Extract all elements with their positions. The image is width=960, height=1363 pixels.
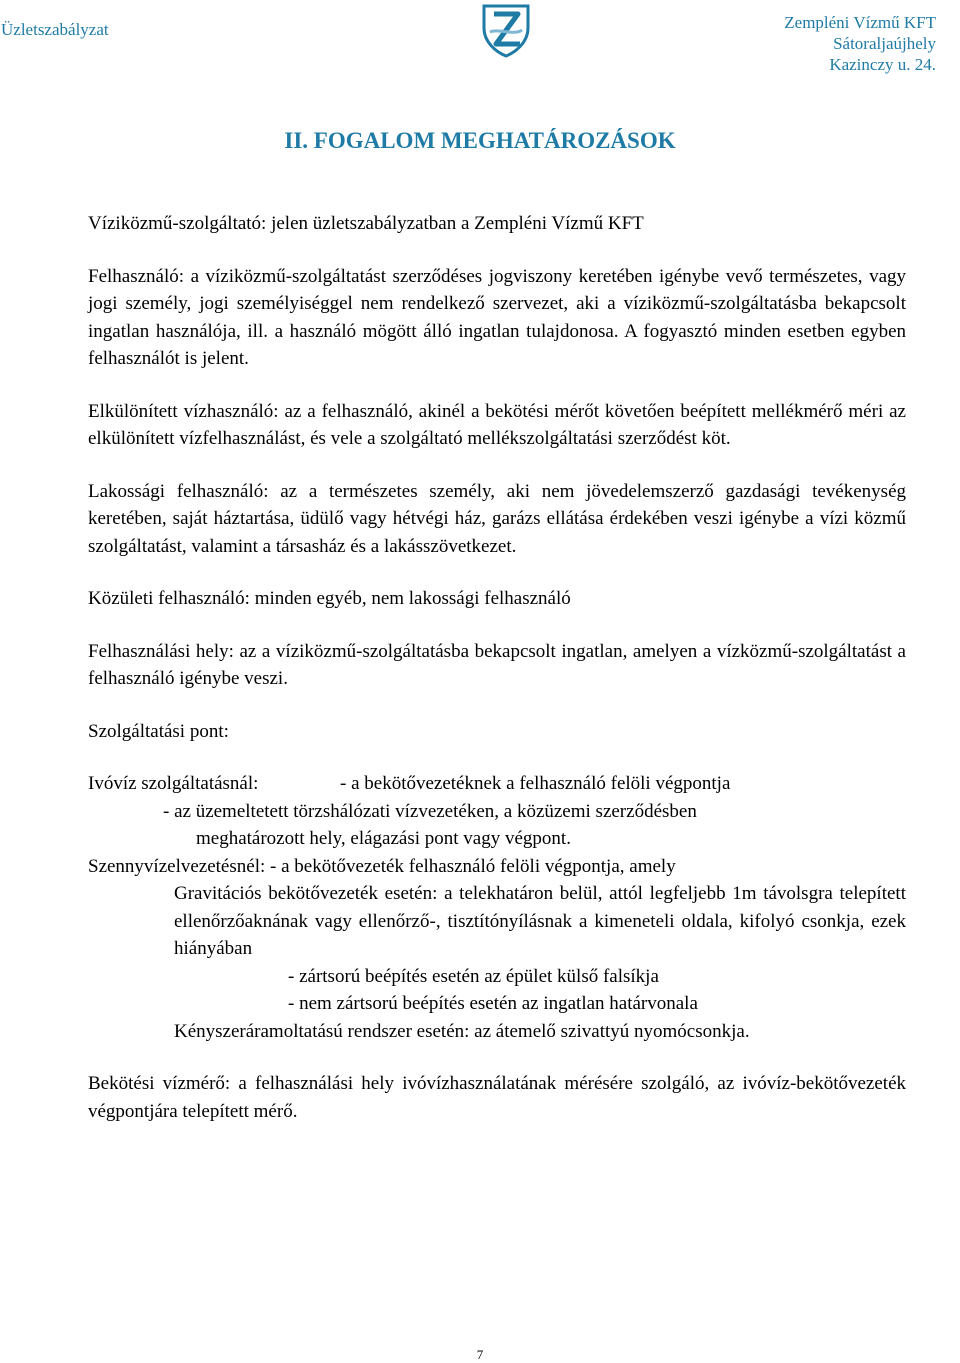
header-left-title: Üzletszabályzat <box>1 20 109 39</box>
definition-kozuleti-felhasznalo: Közületi felhasználó: minden egyéb, nem lakossági felhasználó <box>88 588 571 609</box>
szennyviz-line: Szennyvízelvezetésnél: - a bekötővezeték felhasználó felöli végpontja, amely <box>88 855 676 877</box>
document-body <box>88 210 906 1125</box>
gravitacios-sub-2: - nem zártsorú beépítés esetén az ingatlan határvonala <box>288 993 698 1014</box>
page-number: 7 <box>476 1347 484 1362</box>
gravitacios-text: Gravitációs bekötővezeték esetén: a telekhatáron belül, attól legfeljebb 1m távolsgra telepített ellenőrzőaknának vagy ellenőrző-, tisztítónyílásnak a kimeneteli oldala, kifolyó csonkja, ezek hiányában <box>174 883 906 959</box>
definition-felhasznalasi-hely: Felhasználási hely: az a víziközmű-szolgáltatásba bekapcsolt ingatlan, amelyen a vízközmű-szolgáltatást a felhasználó igénybe veszi. <box>88 640 906 689</box>
header-company-name: Zempléni Vízmű KFT <box>784 13 936 32</box>
kenyszeraramoltatasu-text: Kényszeráramoltatású rendszer esetén: az átemelő szivattyú nyomócsonkja. <box>174 1020 750 1042</box>
ivoviz-label: Ivóvíz szolgáltatásnál: <box>88 773 259 794</box>
header-company-address: Kazinczy u. 24. <box>829 55 936 74</box>
ivoviz-row <box>88 770 906 798</box>
ivoviz-item-1: - a bekötővezetéknek a felhasználó felöli végpontja <box>340 773 731 794</box>
definition-vizikozmu-szolgaltato: Víziközmű-szolgáltató: jelen üzletszabályzatban a Zempléni Vízmű KFT <box>88 213 644 234</box>
definition-bekotesi-vizmero: Bekötési vízmérő: a felhasználási hely ivóvízhasználatának mérésére szolgáló, az ivóvíz-bekötővezeték végpontjára telepített mérő. <box>88 1073 906 1122</box>
header-company-info <box>784 12 936 75</box>
definition-szolgaltatasi-pont: Szolgáltatási pont: <box>88 720 229 742</box>
definition-elkulonitett-vizhasznalo: Elkülönített vízhasználó: az a felhasználó, akinél a bekötési mérőt követően beépített mellékmérő méri az elkülönített vízfelhasználást, és vele a szolgáltató mellékszolgáltatási szerződést köt. <box>88 400 906 449</box>
company-shield-logo-icon <box>478 2 534 58</box>
ivoviz-item-2-cont: meghatározott hely, elágazási pont vagy végpont. <box>196 828 571 849</box>
definition-lakossagi-felhasznalo: Lakossági felhasználó: az a természetes személy, aki nem jövedelemszerző gazdasági tevékenység keretében, saját háztartása, üdülő vagy hétvégi ház, garázs ellátása érdekében veszi igénybe a vízi közmű szolgáltatást, valamint a társasház és a lakásszövetkezet. <box>88 480 906 557</box>
definition-felhasznalo: Felhasználó: a víziközmű-szolgáltatást szerződéses jogviszony keretében igénybe vevő természetes, vagy jogi személy, jogi személyiséggel nem rendelkező szervezet, aki a víziközmű-szolgáltatásba bekapcsolt ingatlan használója, ill. a használó mögött álló ingatlan tulajdonosa. A fogyasztó minden esetben egyben felhasználót is jelent. <box>88 265 906 369</box>
gravitacios-sub-1: - zártsorú beépítés esetén az épület külső falsíkja <box>288 965 659 987</box>
section-title: II. FOGALOM MEGHATÁROZÁSOK <box>284 128 676 153</box>
header-company-city: Sátoraljaújhely <box>833 34 936 53</box>
ivoviz-item-2: - az üzemeltetett törzshálózati vízvezetéken, a közüzemi szerződésben <box>163 800 697 822</box>
